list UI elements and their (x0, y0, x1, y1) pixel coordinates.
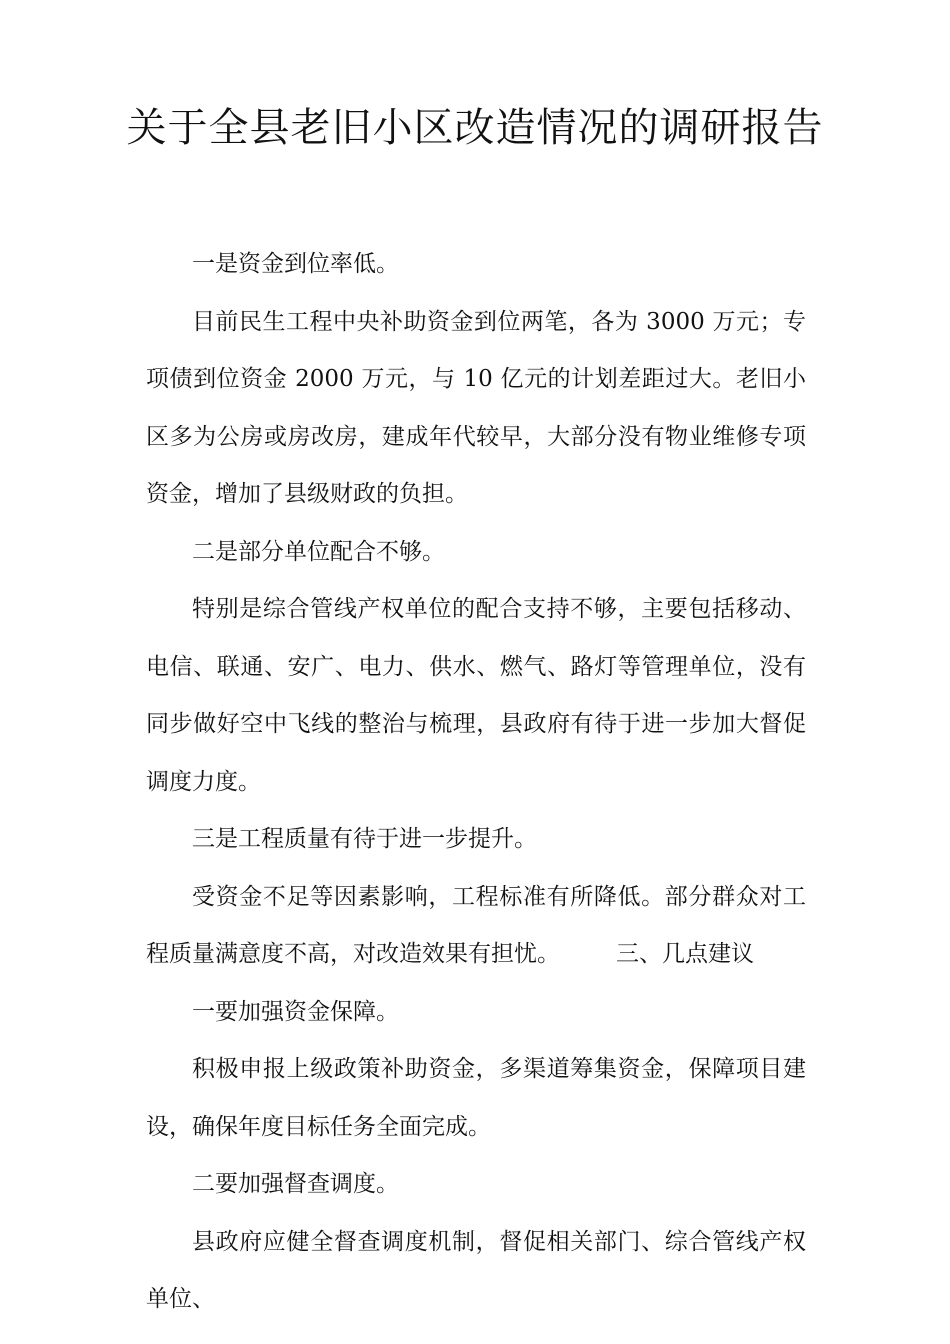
document-title: 关于全县老旧小区改造情况的调研报告 (126, 105, 824, 151)
paragraph-fund-guarantee-detail: 积极申报上级政策补助资金，多渠道筹集资金，保障项目建设，确保年度目标任务全面完成。 (146, 1056, 806, 1140)
paragraph-quality-detail (146, 869, 806, 984)
paragraph-cooperation-detail: 特别是综合管线产权单位的配合支持不够，主要包括移动、电信、联通、安广、电力、供水、燃气、路灯等管理单位，没有同步做好空中飞线的整治与梳理，县政府有待于进一步加大督促调度力度。 (146, 596, 806, 795)
paragraph-fund-guarantee-heading: 一要加强资金保障。 (192, 998, 399, 1025)
paragraph-quality-heading: 三是工程质量有待于进一步提升。 (192, 826, 537, 852)
paragraph-funding-heading: 一是资金到位率低。 (192, 251, 399, 277)
paragraph-supervision-heading: 二要加强督查调度。 (192, 1171, 399, 1197)
document-body (146, 236, 806, 1329)
paragraph-supervision-detail: 县政府应健全督查调度机制，督促相关部门、综合管线产权单位、 (146, 1228, 806, 1312)
paragraph-cooperation-heading: 二是部分单位配合不够。 (192, 538, 445, 565)
section-heading-suggestions: 三、几点建议 (616, 941, 754, 967)
quality-detail-text: 受资金不足等因素影响，工程标准有所降低。部分群众对工程质量满意度不高，对改造效果有担忧。 (146, 883, 806, 967)
paragraph-funding-detail: 目前民生工程中央补助资金到位两笔，各为 3000 万元；专项债到位资金 2000 万元，与 10 亿元的计划差距过大。老旧小区多为公房或房改房，建成年代较早，大部分没有物业维修专项资金，增加了县级财政的负担。 (146, 308, 806, 507)
